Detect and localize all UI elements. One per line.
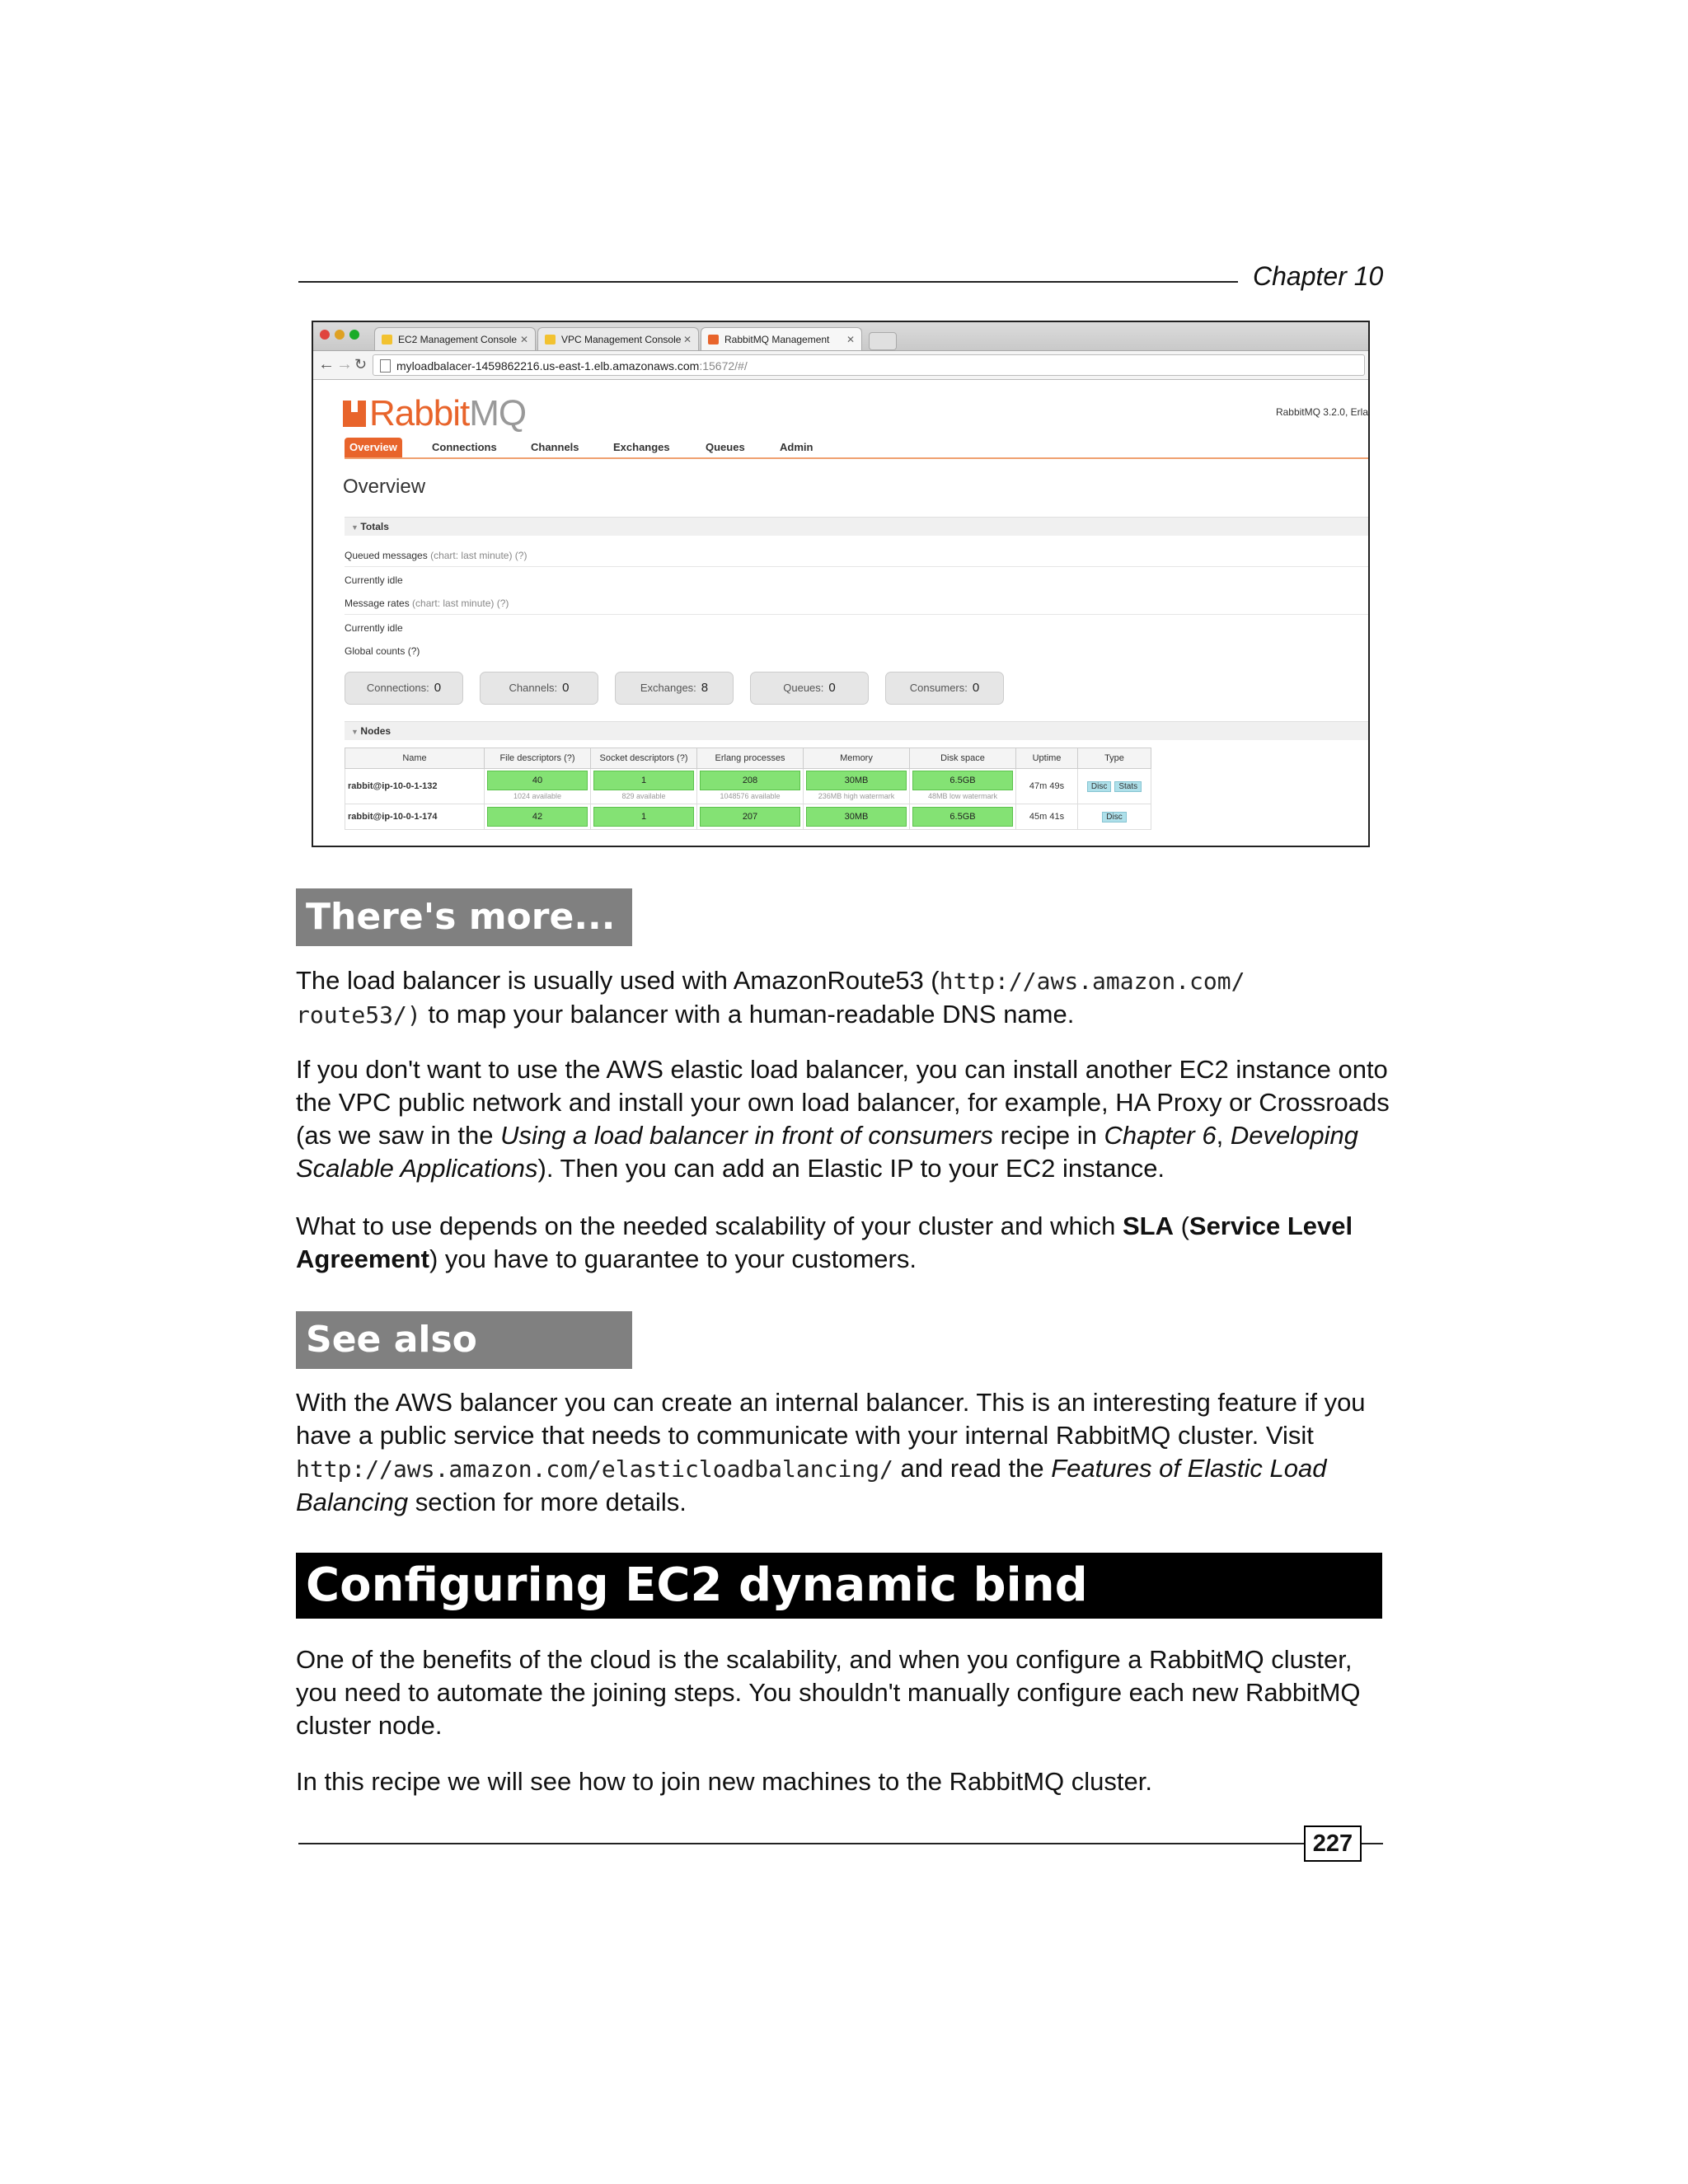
text: ) you have to guarantee to your customers. [429, 1244, 917, 1273]
count-label: Consumers: [909, 682, 968, 694]
text: , [1216, 1121, 1231, 1150]
memory-bar: 30MB [806, 771, 907, 790]
queued-messages-hint[interactable]: (chart: last minute) (?) [430, 550, 528, 561]
count-exchanges[interactable] [615, 672, 734, 705]
file-descriptors-bar: 42 [487, 807, 588, 827]
url-host: myloadbalacer-1459862216.us-east-1.elb.amazonaws.com [396, 359, 700, 373]
column-header[interactable]: File descriptors (?) [485, 748, 591, 769]
memory-watermark: 236MB high watermark [818, 792, 895, 800]
erlang-processes-bar: 208 [700, 771, 800, 790]
text: If you don't want to use the AWS elastic load balancer, you can install another EC2 instance onto the VPC public network and install your own load balancer, for example, HA Proxy or Crossroads (as we saw in the [296, 1055, 1390, 1150]
rabbitmq-logo[interactable] [343, 393, 526, 434]
queued-messages-text: Queued messages [345, 550, 428, 561]
close-tab-icon[interactable]: ✕ [682, 334, 692, 345]
url-input[interactable] [373, 354, 1365, 376]
cell [697, 804, 804, 830]
count-label: Exchanges: [640, 682, 696, 694]
table-row [345, 804, 1151, 830]
memory-bar: 30MB [806, 807, 907, 827]
count-value: 0 [972, 681, 980, 695]
text: ). Then you can add an Elastic IP to your EC2 instance. [537, 1154, 1165, 1183]
currently-idle-2: Currently idle [345, 622, 403, 634]
recipe-reference: Using a load balancer in front of consumers [500, 1121, 994, 1150]
section-heading-theres-more: There's more... [296, 888, 632, 946]
cell [591, 769, 697, 804]
url-path: :15672/#/ [699, 359, 748, 373]
rabbitmq-logo-icon [343, 401, 366, 427]
column-header: Disk space [910, 748, 1016, 769]
address-bar-row [313, 351, 1368, 380]
rabbitmq-favicon-icon [708, 335, 719, 344]
tab-label: RabbitMQ Management [724, 334, 830, 345]
section-reference: Features of Elastic Load Balancing [296, 1454, 1327, 1516]
paragraph-route53 [296, 964, 1392, 1032]
count-value: 8 [701, 681, 709, 695]
version-label: RabbitMQ 3.2.0, Erla [1275, 406, 1368, 418]
text: What to use depends on the needed scalability of your cluster and which [296, 1212, 1123, 1240]
column-header: Memory [804, 748, 910, 769]
chapter-title-reference: Developing Scalable Applications [296, 1121, 1358, 1183]
count-value: 0 [434, 681, 442, 695]
page-icon [380, 359, 391, 373]
tab-vpc-console[interactable] [537, 327, 699, 350]
cell [804, 769, 910, 804]
tab-ec2-console[interactable] [374, 327, 536, 350]
erlang-processes-bar: 207 [700, 807, 800, 827]
overview-title: Overview [343, 476, 426, 498]
count-value: 0 [562, 681, 570, 695]
node-name-link[interactable]: rabbit@ip-10-0-1-132 [345, 769, 485, 804]
paragraph-sla [296, 1210, 1392, 1276]
file-descriptors-bar: 40 [487, 771, 588, 790]
chapter-reference: Chapter 6 [1104, 1121, 1217, 1150]
section-heading-see-also: See also [296, 1311, 632, 1369]
tab-label: EC2 Management Console [398, 334, 518, 345]
disk-space-bar: 6.5GB [912, 771, 1013, 790]
route53-url-part2[interactable]: route53/) [296, 1001, 421, 1029]
nav-admin[interactable]: Admin [780, 441, 814, 453]
footer-rule [298, 1843, 1383, 1844]
tab-rabbitmq-management[interactable] [701, 327, 862, 350]
route53-url-part1[interactable]: http://aws.amazon.com/ [939, 968, 1245, 995]
nav-underline [345, 457, 1368, 459]
zoom-window-icon[interactable] [349, 330, 359, 340]
cell [591, 804, 697, 830]
currently-idle-1: Currently idle [345, 574, 403, 586]
new-tab-button[interactable] [869, 332, 897, 350]
type-badge: Disc [1087, 781, 1111, 792]
logo-text-rabbit: Rabbit [369, 393, 470, 434]
column-header: Name [345, 748, 485, 769]
tab-label: VPC Management Console [561, 334, 682, 345]
text: to map your balancer with a human-readable DNS name. [420, 1000, 1075, 1029]
reload-icon[interactable]: ↻ [354, 356, 368, 373]
uptime-cell: 47m 49s [1016, 769, 1078, 804]
text: section for more details. [408, 1488, 687, 1516]
socket-descriptors-bar: 1 [593, 771, 694, 790]
count-consumers[interactable] [885, 672, 1004, 705]
table-header-row [345, 748, 1151, 769]
elb-url[interactable]: http://aws.amazon.com/elasticloadbalancing/ [296, 1455, 893, 1483]
count-label: Channels: [509, 682, 558, 694]
nodes-table [345, 748, 1151, 830]
divider [345, 566, 1368, 567]
erlang-processes-available: 1048576 available [720, 792, 781, 800]
term-sla: SLA [1122, 1212, 1174, 1240]
forward-arrow-icon[interactable]: → [336, 355, 353, 373]
term-service-level-agreement: Service Level Agreement [296, 1212, 1353, 1273]
rabbitmq-screenshot [312, 321, 1370, 847]
close-tab-icon[interactable]: ✕ [846, 334, 855, 345]
cell [485, 769, 591, 804]
logo-text-mq: MQ [469, 393, 527, 434]
folder-icon [382, 335, 392, 344]
message-rates-hint[interactable]: (chart: last minute) (?) [412, 598, 509, 609]
disk-space-bar: 6.5GB [912, 807, 1013, 827]
uptime-cell: 45m 41s [1016, 804, 1078, 830]
text: The load balancer is usually used with AmazonRoute53 ( [296, 966, 940, 995]
cell [910, 769, 1016, 804]
minimize-window-icon[interactable] [335, 330, 345, 340]
count-value: 0 [828, 681, 836, 695]
count-channels[interactable] [480, 672, 598, 705]
text: and read the [893, 1454, 1052, 1483]
folder-icon [545, 335, 556, 344]
queued-messages-label [345, 550, 527, 561]
cell [485, 804, 591, 830]
browser-tab-bar [313, 322, 1368, 351]
text: recipe in [993, 1121, 1104, 1150]
count-label: Queues: [783, 682, 824, 694]
paragraph-own-load-balancer [296, 1053, 1392, 1185]
nav-overview[interactable]: Overview [345, 438, 402, 457]
nodes-section-toggle[interactable]: ▼ Nodes [345, 721, 1368, 740]
type-badge: Disc [1102, 812, 1126, 823]
cell [910, 804, 1016, 830]
back-arrow-icon[interactable]: ← [318, 355, 335, 373]
chapter-label: Chapter 10 [1253, 261, 1384, 291]
socket-descriptors-bar: 1 [593, 807, 694, 827]
page-number: 227 [1304, 1825, 1362, 1862]
type-cell [1078, 769, 1151, 804]
cell [804, 804, 910, 830]
message-rates-text: Message rates [345, 598, 410, 609]
message-rates-label [345, 598, 509, 609]
main-nav [345, 438, 1368, 457]
recipe-heading: Configuring EC2 dynamic bind [296, 1553, 1382, 1619]
close-tab-icon[interactable]: ✕ [519, 334, 528, 345]
disk-watermark: 48MB low watermark [927, 792, 998, 800]
cell [697, 769, 804, 804]
column-header[interactable]: Socket descriptors (?) [591, 748, 697, 769]
text: One of the benefits of the cloud is the scalability, and when you configure a RabbitMQ cluster, you need to automate the joining steps. You shouldn't manually configure each new RabbitMQ cluster node. [296, 1645, 1361, 1740]
close-window-icon[interactable] [320, 330, 330, 340]
paragraph-cloud-scalability [296, 1643, 1392, 1742]
column-header: Erlang processes [697, 748, 804, 769]
divider [345, 614, 1368, 615]
count-connections[interactable] [345, 672, 463, 705]
nav-queues[interactable]: Queues [706, 441, 745, 453]
type-cell [1078, 804, 1151, 830]
text: ( [1173, 1212, 1189, 1240]
header-rule [298, 281, 1238, 283]
socket-descriptors-available: 829 available [621, 792, 666, 800]
column-header: Uptime [1016, 748, 1078, 769]
nav-exchanges[interactable]: Exchanges [613, 441, 670, 453]
nav-channels[interactable]: Channels [531, 441, 579, 453]
text: In this recipe we will see how to join new machines to the RabbitMQ cluster. [296, 1767, 1152, 1796]
table-row [345, 769, 1151, 804]
type-badge: Stats [1114, 781, 1142, 792]
global-counts-label: Global counts (?) [345, 645, 420, 657]
column-header: Type [1078, 748, 1151, 769]
file-descriptors-available: 1024 available [513, 792, 562, 800]
nav-connections[interactable]: Connections [432, 441, 497, 453]
paragraph-internal-balancer [296, 1386, 1392, 1519]
node-name-link[interactable]: rabbit@ip-10-0-1-174 [345, 804, 485, 830]
text: With the AWS balancer you can create an internal balancer. This is an interesting feature if you have a public service that needs to communicate with your internal RabbitMQ cluster. Visit [296, 1388, 1366, 1450]
totals-section-toggle[interactable]: ▼ Totals [345, 517, 1368, 536]
paragraph-recipe-intro [296, 1765, 1392, 1798]
count-queues[interactable] [750, 672, 869, 705]
count-label: Connections: [366, 682, 429, 694]
